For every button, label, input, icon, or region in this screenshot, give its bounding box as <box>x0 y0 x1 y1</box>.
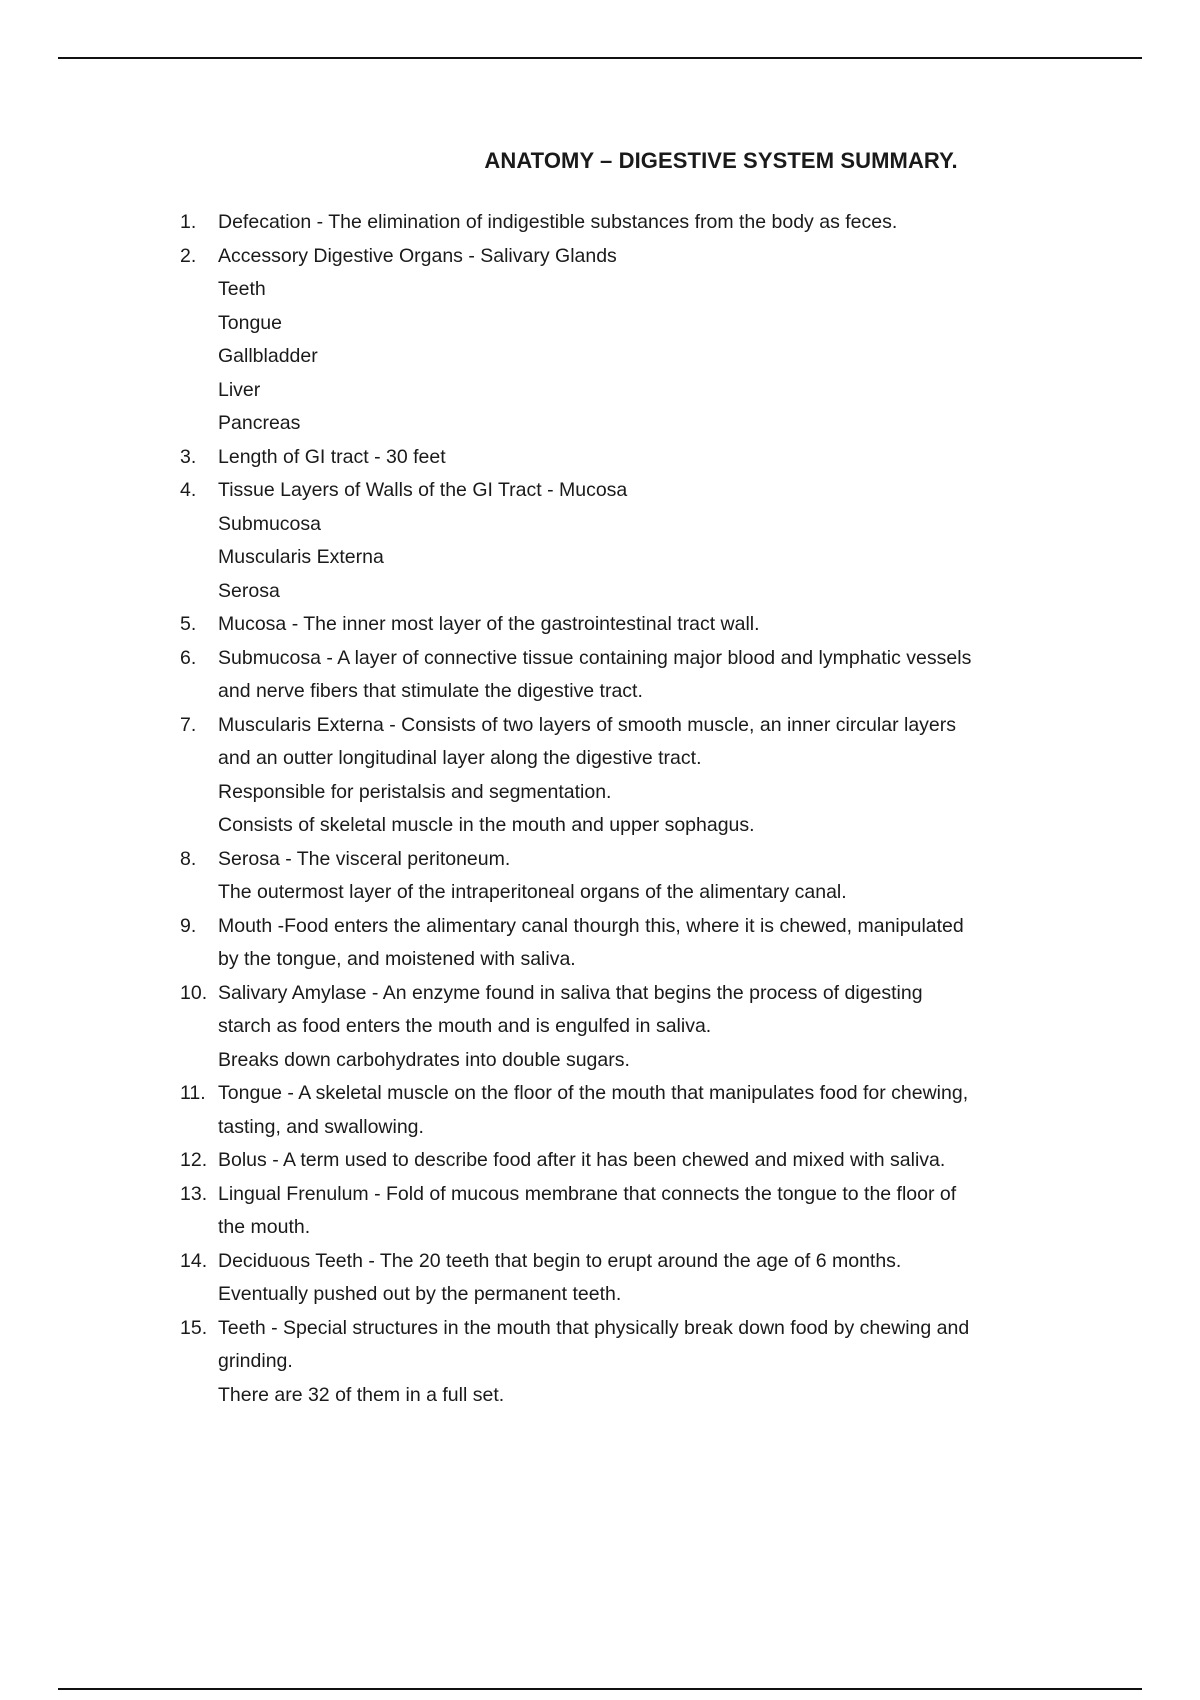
list-item <box>180 474 1100 608</box>
list-item-text: Bolus - A term used to describe food after it has been chewed and mixed with saliva. <box>218 1149 946 1171</box>
list-item-number: 5. <box>180 613 197 635</box>
list-item-text: Accessory Digestive Organs - Salivary Glands <box>218 244 617 267</box>
list-item-text: Tongue - A skeletal muscle on the floor of the mouth that manipulates food for chewing, <box>218 1082 969 1104</box>
list-item-number: 4. <box>180 479 197 501</box>
list-item-text: Deciduous Teeth - The 20 teeth that begin to erupt around the age of 6 months. <box>218 1249 902 1272</box>
list-item-text: by the tongue, and moistened with saliva. <box>218 948 576 970</box>
list-item-text: Responsible for peristalsis and segmentation. <box>218 780 612 803</box>
list-item <box>180 910 1100 977</box>
list-item-number: 7. <box>180 713 197 736</box>
list-item <box>180 843 1100 910</box>
list-item-text: The outermost layer of the intraperitoneal organs of the alimentary canal. <box>218 881 847 903</box>
list-item-number: 8. <box>180 847 197 870</box>
list-item-text: Muscularis Externa - Consists of two layers of smooth muscle, an inner circular layers <box>218 713 957 736</box>
list-item-text: Serosa - The visceral peritoneum. <box>218 847 511 870</box>
list-item-text: Liver <box>218 378 261 401</box>
list-item-number: 12. <box>180 1149 208 1171</box>
list-item <box>180 642 1100 709</box>
list-item-text: starch as food enters the mouth and is engulfed in saliva. <box>218 1015 712 1037</box>
list-item-text: Defecation - The elimination of indigestible substances from the body as feces. <box>218 211 898 233</box>
list-item <box>180 1144 1100 1178</box>
list-item <box>180 709 1100 843</box>
list-item-text: Breaks down carbohydrates into double sugars. <box>218 1048 630 1071</box>
list-item <box>180 977 1100 1078</box>
list-item-number: 10. <box>180 981 208 1004</box>
list-item-number: 14. <box>180 1249 208 1272</box>
list-item-text: Mucosa - The inner most layer of the gastrointestinal tract wall. <box>218 613 760 635</box>
list-item-text: grinding. <box>218 1350 293 1372</box>
list-item-text: Tongue <box>218 311 282 334</box>
list-item-text: There are 32 of them in a full set. <box>218 1383 505 1406</box>
top-rule <box>58 57 1142 59</box>
list-item-text: Muscularis Externa <box>218 546 384 568</box>
list-item-text: Submucosa - A layer of connective tissue containing major blood and lymphatic vessels <box>218 646 972 669</box>
list-item-text: Submucosa <box>218 512 321 535</box>
list-item-text: and an outter longitudinal layer along the digestive tract. <box>218 747 702 769</box>
list-item-text: Teeth - Special structures in the mouth that physically break down food by chewing and <box>218 1316 970 1339</box>
summary-list <box>180 206 1100 1412</box>
list-item-text: Salivary Amylase - An enzyme found in saliva that begins the process of digesting <box>218 981 923 1004</box>
list-item-text: Serosa <box>218 579 280 602</box>
list-item <box>180 1312 1100 1413</box>
list-item-number: 2. <box>180 244 197 267</box>
list-item <box>180 240 1100 441</box>
list-item-text: tasting, and swallowing. <box>218 1115 424 1138</box>
list-item-text: Teeth <box>218 278 266 300</box>
list-item-number: 6. <box>180 646 197 669</box>
list-item-number: 11. <box>180 1082 206 1104</box>
list-item-number: 13. <box>180 1182 208 1205</box>
list-item-text: Length of GI tract - 30 feet <box>218 445 446 468</box>
list-item-number: 15. <box>180 1316 208 1339</box>
list-item <box>180 1245 1100 1312</box>
list-item-text: Pancreas <box>218 412 301 434</box>
list-item <box>180 1178 1100 1245</box>
list-item <box>180 608 1100 642</box>
list-item <box>180 206 1100 240</box>
list-item-number: 3. <box>180 445 197 468</box>
list-item-text: Eventually pushed out by the permanent teeth. <box>218 1283 622 1305</box>
list-item-text: Lingual Frenulum - Fold of mucous membrane that connects the tongue to the floor of <box>218 1182 957 1205</box>
list-item-number: 1. <box>180 211 197 233</box>
list-item-text: Consists of skeletal muscle in the mouth and upper sophagus. <box>218 814 755 836</box>
bottom-rule <box>58 1688 1142 1690</box>
page-title: ANATOMY – DIGESTIVE SYSTEM SUMMARY. <box>484 148 958 173</box>
list-item <box>180 1077 1100 1144</box>
list-item-number: 9. <box>180 914 197 937</box>
list-item-text: and nerve fibers that stimulate the digestive tract. <box>218 680 643 702</box>
list-item-text: Tissue Layers of Walls of the GI Tract - Mucosa <box>218 479 628 501</box>
list-item-text: Gallbladder <box>218 345 318 367</box>
list-item-text: Mouth -Food enters the alimentary canal thourgh this, where it is chewed, manipulated <box>218 914 964 937</box>
list-item <box>180 441 1100 475</box>
list-item-text: the mouth. <box>218 1216 311 1238</box>
